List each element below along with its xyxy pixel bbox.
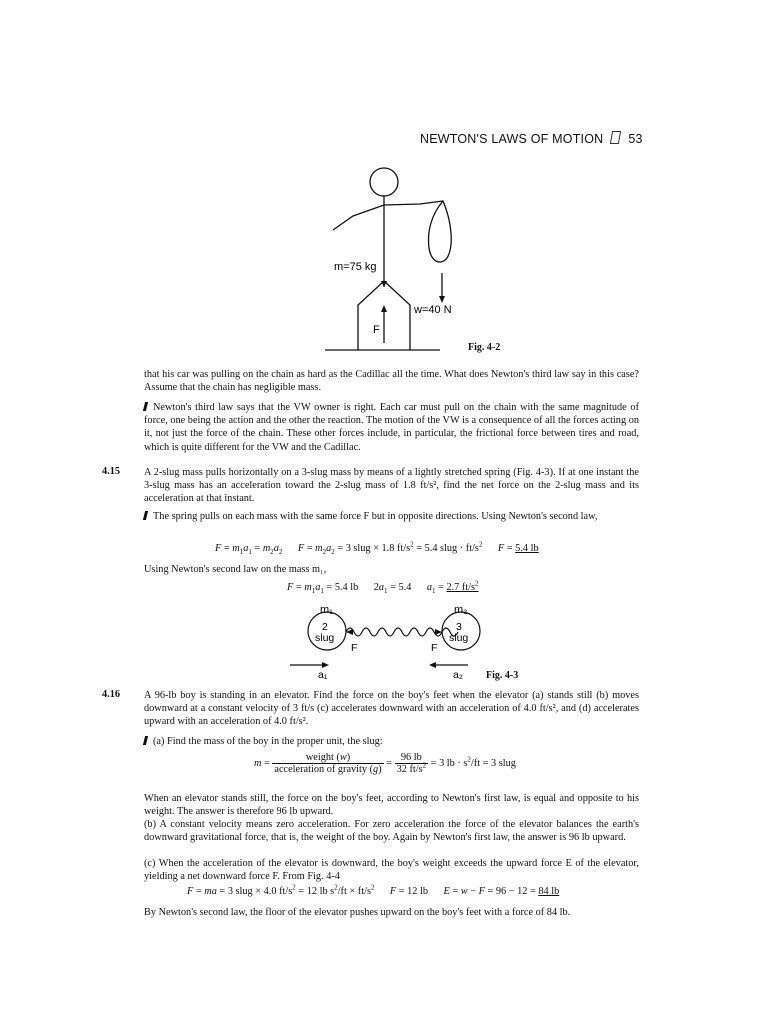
problem-4-16-question: A 96-lb boy is standing in an elevator. Find the force on the boy's feet when the elevator (a) stands still (b) moves downward at a constant velocity of 3 ft/s (c) accelerates downward with an acceleration of 4.0 ft/s², and (d) accelerates upward with an acceleration of 4.0 ft/s². (144, 690, 639, 728)
a2-label: a₂ (453, 669, 463, 681)
a1-arrowhead (322, 662, 329, 668)
mass2-value: 3 (456, 621, 462, 633)
problem-4-16-answer-b: (b) A constant velocity means zero acceleration. For zero acceleration the force of the elevator balances the earth's downward gravitational force, that is, the weight of the boy. Again by Newton's first law, the answer is 96 lb upward. (144, 819, 639, 844)
equation-415-b: $F = m_1a_1 = 5.4$ lb $2a_1 = 5.4$ $a_1 = 2.7$ $ft/s^2$ (287, 579, 479, 596)
problem-4-15-answer-text: The spring pulls on each mass with the same force F but in opposite directions. Using Newton's second law, (153, 511, 598, 522)
m2-label: m₂ (454, 604, 468, 616)
header-title: NEWTON'S LAWS OF MOTION (420, 132, 604, 146)
force-right-label: F (431, 642, 438, 654)
problem-4-16-answer-a-intro (144, 735, 639, 748)
mass2-unit: slug (449, 632, 469, 644)
fig-4-3-label: Fig. 4-3 (486, 670, 519, 681)
equation-416-mass: m = $\frac{\text{weight (w)}}{\text{acceleration of gravity (g)}}$ = $\frac{96 lb}{32 ft/s^2}$ = 3 lb · $s^2/ft = 3$ slug (254, 752, 516, 775)
para-car-question: that his car was pulling on the chain as hard as the Cadillac all the time. What does Newton's third law say in this case? Assume that the chain has negligible mass. (144, 369, 639, 394)
force-label: F (373, 324, 380, 336)
equation-416-c: F = ma = 3 slug × 4.0 $ft/s^2 = 12$ lb $s^2/ft \times ft/s^2$ F = 12 lb E = w − F = 96 − 12 = 84 lb (187, 883, 560, 897)
answer-marker-icon (143, 736, 148, 745)
header-page-number: 53 (628, 132, 643, 146)
problem-4-16-final: By Newton's second law, the floor of the elevator pushes upward on the boy's feet with a force of 84 lb. (144, 907, 571, 918)
force-left-label: F (351, 642, 358, 654)
problem-number-4-15: 4.15 (102, 466, 121, 477)
a2-arrowhead (429, 662, 436, 668)
para-car-answer-text: Newton's third law says that the VW owner is right. Each car must pull on the chain with the same magnitude of force, one being the action and the other the reaction. The motion of the VW is a consequence of all the forces acting on it, not just the force of the chain. These other forces include, in particular, the frictional force between tires and road, which is quite different for the VW and the Cadillac. (144, 402, 639, 453)
a1-label: a₁ (318, 669, 328, 681)
problem-4-16-answer-c: (c) When the acceleration of the elevator is downward, the boy's weight exceeds the upward force E of the elevator, yielding a net downward force F. From Fig. 4-4 (144, 858, 639, 883)
answer-a-intro-text: (a) Find the mass of the boy in the proper unit, the slug: (153, 736, 383, 747)
weight-label: w=40 N (414, 304, 452, 316)
problem-4-16-answer-a: When an elevator stands still, the force on the boy's feet, according to Newton's first law, is equal and opposite to his weight. The answer is therefore 96 lb upward. (144, 793, 639, 818)
fig-4-2-label: Fig. 4-2 (468, 342, 501, 353)
using-second-law-text: Using Newton's second law on the mass m₁, (144, 564, 327, 575)
equation-415-a: $F = m_1a_1 = m_2a_2$ $F = m_2a_2 = 3$ slug × 1.8 $ft/s^2 = 5.4$ slug · $ft/s^2$ F = 5.4 lb (215, 540, 539, 557)
problem-4-15-question: A 2-slug mass pulls horizontally on a 3-slug mass by means of a lightly stretched spring (Fig. 4-3). If at one instant the 3-slug mass has an acceleration toward the 2-slug mass of 1.8 ft/s², find the net force on the 2-slug mass and its acceleration at that instant. (144, 467, 639, 505)
m1-label: m₁ (320, 604, 333, 616)
mass1-unit: slug (315, 632, 335, 644)
mass-label: m=75 kg (334, 261, 377, 273)
problem-number-4-16: 4.16 (102, 689, 121, 700)
mass1-value: 2 (322, 621, 328, 633)
